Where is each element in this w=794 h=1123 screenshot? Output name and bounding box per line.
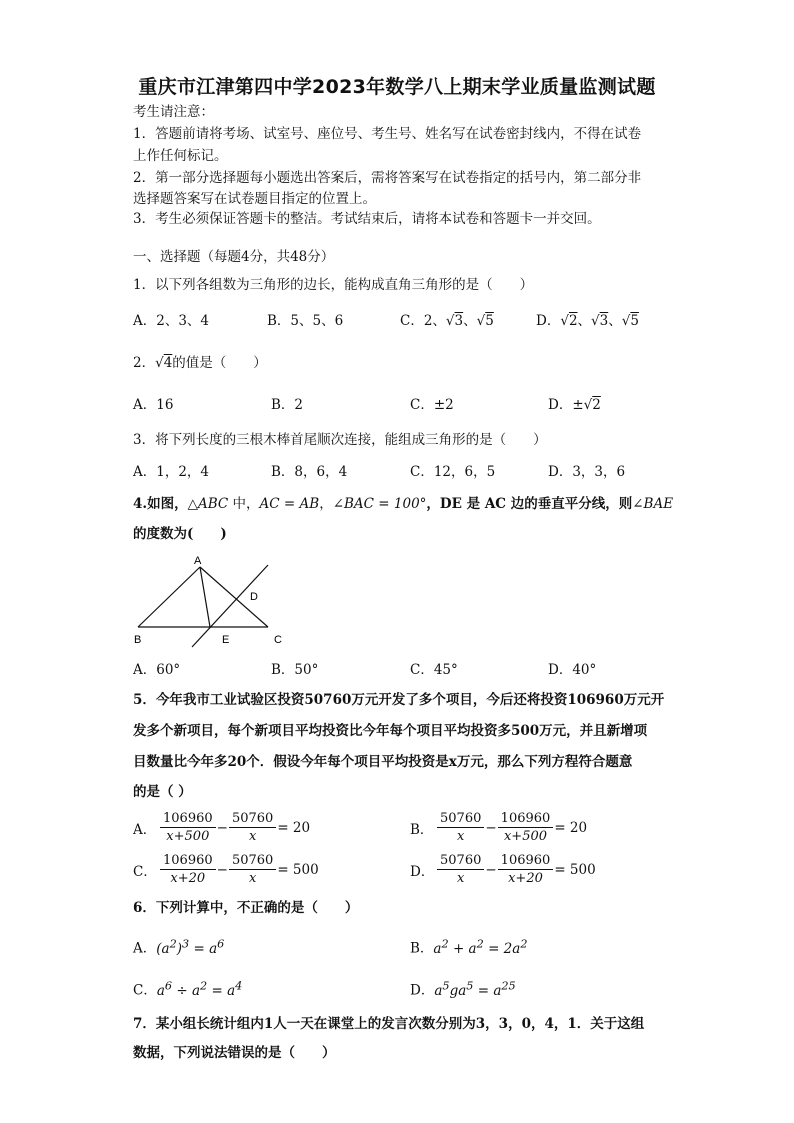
q4-triangle: △ABC: [187, 496, 229, 512]
question-5-line: 的是（ ）: [133, 784, 192, 800]
q1-option-a: A．2、3、4: [133, 313, 210, 329]
question-7-line: 7．某小组长统计组内1人一天在课堂上的发言次数分别为3，3，0，4，1．关于这组: [133, 1016, 645, 1032]
q4-option-b: B．50°: [271, 662, 319, 678]
label-e: E: [222, 634, 230, 646]
notice-item: 1．答题前请将考场、试室号、座位号、考生号、姓名写在试卷密封线内，不得在试卷: [133, 126, 642, 142]
q1-d-sep1: 、: [577, 313, 592, 329]
fraction: [498, 852, 554, 887]
page-title: 重庆市江津第四中学2023年数学八上期末学业质量监测试题: [138, 76, 656, 98]
q2-d-rad: 2: [592, 397, 601, 413]
q1-c-rad2: 5: [485, 313, 494, 329]
fraction: [437, 810, 484, 845]
denominator: x+20: [170, 871, 206, 886]
denominator: x: [457, 829, 465, 844]
q6-option-d: [410, 976, 516, 1001]
q2-stem-post: 的值是（ ）: [172, 355, 267, 371]
q1-d-sep2: 、: [608, 313, 622, 329]
rhs: = 500: [277, 861, 319, 878]
rhs: = 20: [554, 819, 588, 836]
q6-b-expr: $a^2 + a^2 = 2a^2$: [433, 937, 528, 957]
denominator: x+500: [503, 829, 548, 844]
sqrt-symbol: √: [560, 313, 569, 329]
denominator: x: [248, 829, 257, 844]
q1-option-b: B．5、5、6: [267, 313, 344, 329]
section-heading: 一、选择题（每题4分，共48分）: [133, 249, 335, 265]
q2-option-d: [548, 395, 601, 415]
numerator: 106960: [160, 810, 216, 828]
q1-option-d: [536, 311, 639, 331]
q3-option-d: D．3，3，6: [548, 464, 626, 480]
perpendicular-bisector-de: [192, 565, 268, 647]
denominator: x: [248, 871, 257, 886]
label-d: D: [250, 591, 258, 603]
q2-d-label: D．±: [548, 397, 584, 413]
numerator: 50760: [437, 852, 484, 870]
fraction: [160, 852, 216, 887]
question-5-line: 5．今年我市工业试验区投资50760万元开发了多个项目，今后还将投资106960万元开: [133, 692, 665, 708]
q1-d-rad1: 2: [568, 313, 578, 329]
q3-option-a: A．1，2，4: [133, 464, 210, 480]
rhs: = 500: [554, 861, 596, 878]
question-7-line: 数据，下列说法错误的是（ ）: [133, 1045, 336, 1061]
question-4-stem-line2: 的度数为( ): [133, 526, 227, 542]
question-2-stem: [133, 353, 673, 373]
q6-a-label: A．: [133, 940, 157, 957]
sqrt-symbol: √: [155, 355, 164, 371]
q4-angle: ∠BAE: [632, 496, 674, 512]
q5-option-b: [410, 810, 587, 845]
q1-c-rad1: 3: [454, 313, 464, 329]
sqrt-symbol: √: [476, 313, 486, 329]
segment-ae: [200, 567, 210, 627]
label-c: C: [274, 634, 282, 646]
q6-a-expr: $(a^2)^3 = a^6$: [156, 937, 225, 957]
notice-item: 选择题答案写在试卷题目指定的位置上。: [133, 191, 376, 207]
notice-heading: 考生请注意：: [133, 104, 214, 120]
question-5-line: 目数量比今年多20个．假设今年每个项目平均投资是x万元，那么下列方程符合题意: [133, 754, 633, 770]
label-b: B: [134, 634, 142, 646]
question-1-stem: 1．以下列各组数为三角形的边长，能构成直角三角形的是（ ）: [133, 277, 534, 293]
numerator: 50760: [437, 810, 484, 828]
q2-stem-pre: 2．: [133, 355, 156, 371]
question-6-stem: 6．下列计算中，不正确的是（ ）: [133, 900, 359, 916]
q5-option-a: [133, 810, 310, 845]
q1-d-rad2: 3: [599, 313, 609, 329]
q4-eq2: ∠BAC = 100°: [332, 496, 427, 512]
q1-c-sep: 、: [463, 313, 477, 329]
sqrt-symbol: √: [621, 313, 631, 329]
segment-ab: [138, 567, 200, 627]
numerator: 50760: [229, 810, 276, 828]
minus-sign: −: [485, 861, 497, 878]
q5-option-d: [410, 852, 596, 887]
q6-c-label: C．: [133, 982, 157, 999]
minus-sign: −: [216, 819, 228, 836]
q2-option-c: C．±2: [410, 397, 454, 413]
q4-stem-a: 4.如图，: [133, 496, 188, 512]
sqrt-symbol: √: [445, 313, 455, 329]
q4-option-c: C．45°: [410, 662, 458, 678]
q2-stem-rad: 4: [163, 355, 173, 371]
sqrt-symbol: √: [591, 313, 600, 329]
q6-d-expr: $a^5ga^5 = a^{25}$: [434, 979, 516, 999]
question-3-stem: 3．将下列长度的三根木棒首尾顺次连接，能组成三角形的是（ ）: [133, 432, 547, 448]
q1-d-rad3: 5: [630, 313, 639, 329]
question-5-line: 发多个新项目，每个新项目平均投资比今年每个项目平均投资多500万元，并且新增项: [133, 723, 648, 739]
denominator: x+20: [508, 871, 543, 886]
q6-b-label: B．: [410, 940, 434, 957]
q6-option-a: [133, 934, 224, 959]
q5-b-label: B．: [410, 821, 434, 838]
q4-stem-c: ，: [319, 496, 333, 512]
rhs: = 20: [277, 819, 311, 836]
fraction: [160, 810, 216, 845]
q1-c-label: C．2、: [400, 313, 446, 329]
q3-option-b: B．8，6，4: [271, 464, 348, 480]
minus-sign: −: [485, 819, 497, 836]
notice-item: 上作任何标记。: [133, 148, 228, 164]
q1-d-label: D．: [536, 313, 561, 329]
question-4-stem: [133, 494, 693, 514]
notice-item: 2．第一部分选择题每小题选出答案后，需将答案写在试卷指定的括号内，第二部分非: [133, 170, 642, 186]
denominator: x+500: [166, 829, 210, 844]
denominator: x: [457, 871, 465, 886]
q4-eq1: AC = AB: [259, 496, 320, 512]
q6-option-b: [410, 934, 528, 959]
numerator: 106960: [498, 810, 554, 828]
fraction: [229, 852, 276, 887]
fraction: [437, 852, 484, 887]
q2-option-a: A．16: [133, 397, 174, 413]
q6-c-expr: $a^6 \div a^2 = a^4$: [156, 979, 243, 999]
q6-option-c: [133, 976, 242, 1001]
triangle-figure: [130, 555, 290, 655]
label-a: A: [194, 555, 202, 567]
q1-option-c: [400, 311, 494, 331]
q4-option-d: D．40°: [548, 662, 597, 678]
notice-item: 3．考生必须保证答题卡的整洁。考试结束后，请将本试卷和答题卡一并交回。: [133, 211, 601, 227]
numerator: 106960: [498, 852, 554, 870]
q4-stem-d: ，DE 是 AC 边的垂直平分线，则: [426, 496, 633, 512]
q5-c-label: C．: [133, 863, 157, 880]
minus-sign: −: [216, 861, 228, 878]
q2-option-b: B．2: [271, 397, 304, 413]
fraction: [498, 810, 554, 845]
numerator: 106960: [160, 852, 216, 870]
q4-option-a: A．60°: [133, 662, 181, 678]
fraction: [229, 810, 276, 845]
q3-option-c: C．12，6，5: [410, 464, 496, 480]
numerator: 50760: [229, 852, 276, 870]
q5-option-c: [133, 852, 319, 887]
q4-stem-b: 中，: [228, 496, 260, 512]
q5-d-label: D．: [410, 863, 435, 880]
q5-a-label: A．: [133, 821, 157, 838]
q6-d-label: D．: [410, 982, 435, 999]
sqrt-symbol: √: [583, 397, 593, 413]
